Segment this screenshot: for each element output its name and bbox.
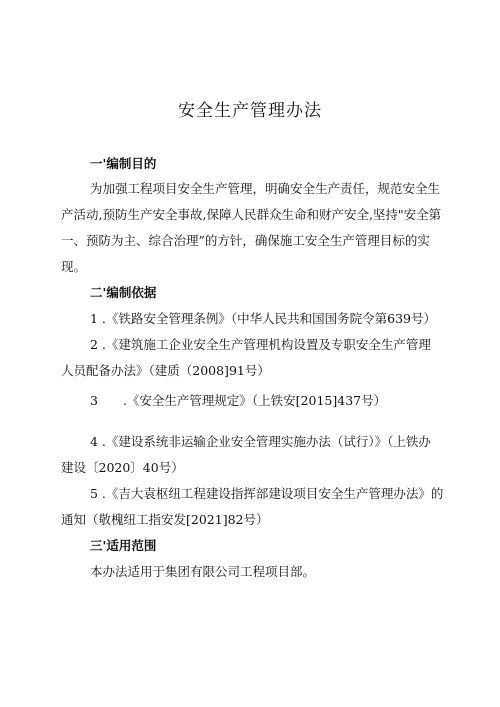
- reference-item: 3 .《安全生产管理规定》（上铁安[2015]437号）: [90, 393, 387, 408]
- reference-item-continuation: 通知（敬槐纽工指安发[2021]82号）: [61, 512, 269, 527]
- reference-item: 4 .《建设系统非运输企业安全管理实施办法（试行）》（上铁办: [90, 434, 431, 449]
- paragraph-line: 本办法适用于集团有限公司工程项目部。: [90, 564, 316, 579]
- reference-item-continuation: 建设〔2020〕40号）: [61, 460, 184, 475]
- reference-item: 5 .《吉大袁枢纽工程建设指挥部建设项目安全生产管理办法》的: [90, 486, 444, 501]
- paragraph-line: 为加强工程项目安全生产管理，明确安全生产责任，规范安全生: [90, 181, 441, 196]
- section-heading-basis: 二'编制依据: [90, 285, 157, 300]
- section-heading-scope: 三'适用范围: [90, 538, 157, 553]
- paragraph-line: 现。: [61, 259, 87, 274]
- paragraph-line: 一、预防为主、综合治理”的方针，确保施工安全生产管理目标的实: [61, 233, 430, 248]
- paragraph-line: 产活动,预防生产安全事故,保障人民群众生命和财产安全,坚持"安全第: [61, 207, 442, 222]
- reference-item: 1 .《铁路安全管理条例》（中华人民共和国国务院令第639号）: [90, 311, 437, 326]
- section-heading-purpose: 一'编制目的: [90, 156, 157, 171]
- reference-item: 2 .《建筑施工企业安全生产管理机构设置及专职安全生产管理: [90, 337, 431, 352]
- document-title: 安全生产管理办法: [178, 101, 322, 121]
- reference-item-continuation: 人员配备办法》（建质（2008]91号）: [61, 363, 270, 378]
